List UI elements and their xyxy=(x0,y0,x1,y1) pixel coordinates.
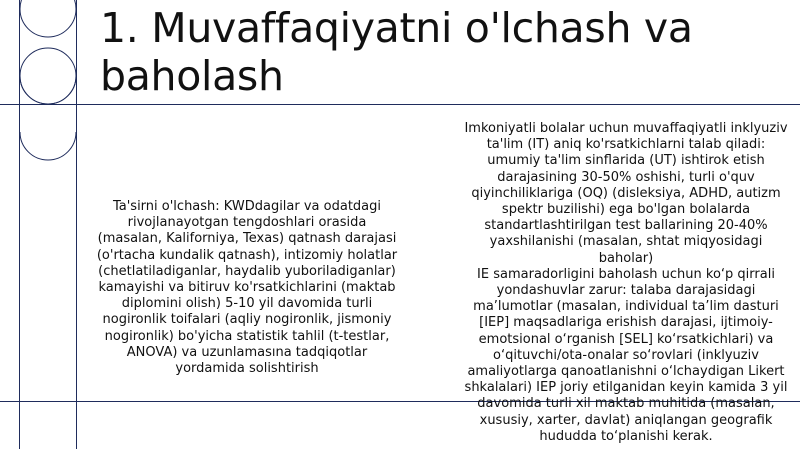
evaluation-approaches-paragraph: IE samaradorligini baholash uchun ko‘p qirrali yondashuvlar zarur: talaba darajasidagi ma’lumotlar (masalan, individual ta’lim dasturi [IEP] maqsadlariga erishish darajasi, ijtimoiy-emotsional o‘rganish [SEL] ko‘rsatkichlari) va o‘qituvchi/ota-onalar so‘rovlari (inklyuziv amaliyotlarga qanoatlanishni o‘lchaydigan Likert shkalalari) IEP joriy etilganidan keyin kamida 3 yil davomida turli xil maktab muhitida (masalan, xususiy, xarter, davlat) aniqlangan geografik hududda to‘planishi kerak. xyxy=(464,266,788,444)
slide-title: 1. Muvaffaqiyatni o'lchash va baholash xyxy=(100,4,693,100)
right-text-block xyxy=(462,121,790,445)
left-text-block xyxy=(96,199,398,377)
decor-circle-middle xyxy=(20,48,76,104)
impact-measurement-paragraph: Ta'sirni o'lchash: KWDdagilar va odatdagi rivojlanayotgan tengdoshlari orasida (masalan, Kaliforniya, Texas) qatnash darajasi (o'rtacha kundalik qatnash), intizomiy holatlar (chetlatiladiganlar, haydalib yuboriladiganlar) kamayishi va bitiruv ko'rsatkichlarini (maktab diplomini olish) 5-10 yil davomida turli nogironlik toifalari (aqliy nogironlik, jismoniy nogironlik) bo'yicha statistik tahlil (t-testlar, ANOVA) va uzunlamasına tadqiqotlar yordamida solishtirish xyxy=(96,199,398,377)
decor-semicircle-middle-bottom xyxy=(20,76,76,104)
decor-circle-top xyxy=(20,0,76,37)
decor-semicircle-lower xyxy=(20,132,76,160)
success-indicators-paragraph: Imkoniyatli bolalar uchun muvaffaqiyatli inklyuziv ta'lim (IT) aniq ko'rsatkichlarni talab qiladi: umumiy ta'lim sinflarida (UT) ishtirok etish darajasining 30-50% oshishi, turli o'quv qiyinchiliklariga (OQ) (disleksiya, ADHD, autizm spektr buzilishi) ega bo'lgan bolalarda standartlashtirilgan test ballarining 20-40% yaxshilanishi (masalan, shtat miqyosidagi baholar) xyxy=(464,121,788,266)
